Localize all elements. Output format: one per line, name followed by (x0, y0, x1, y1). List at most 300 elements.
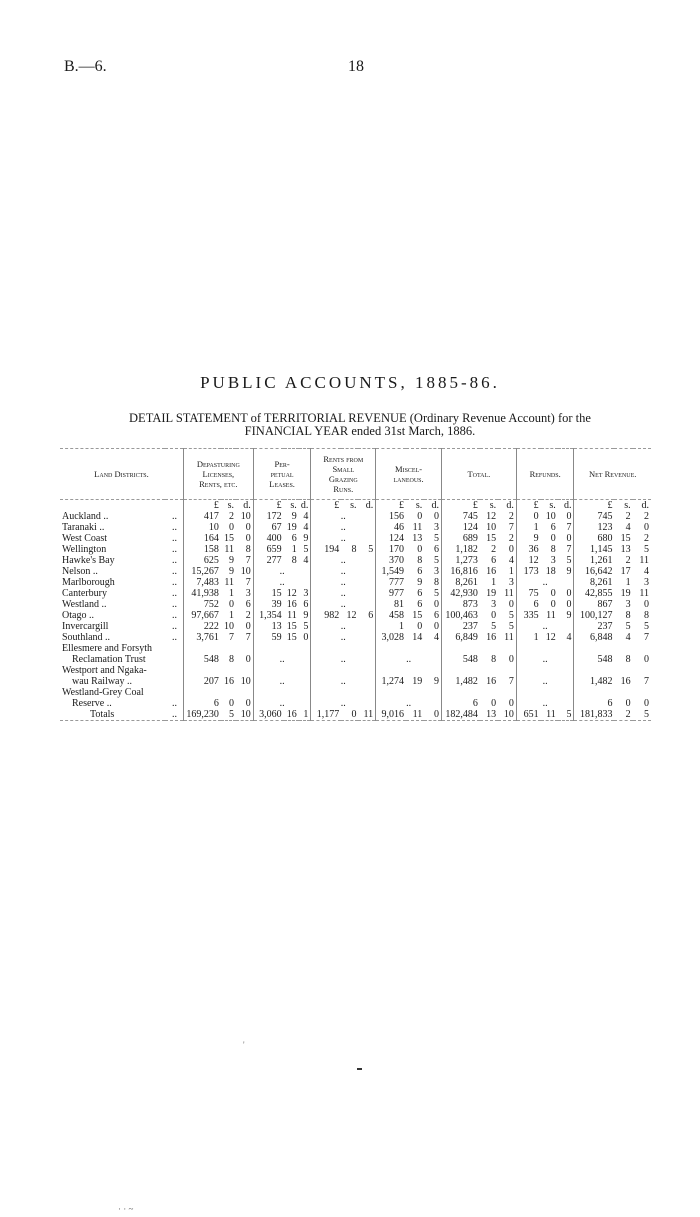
net-pence: 2 (644, 511, 649, 522)
misc-pounds: 1 (376, 621, 406, 632)
misc-pounds: 156 (376, 511, 406, 522)
total-unit-shillings: s. (489, 500, 497, 511)
misc-pounds: 370 (376, 555, 406, 566)
net-shillings: 17 (620, 566, 631, 577)
net-pounds: 745 (574, 511, 614, 522)
totals-per-shillings: 16 (284, 709, 299, 721)
misc-nil: .. (376, 654, 442, 665)
misc-pence: 8 (433, 577, 439, 588)
net-pence: 8 (644, 610, 649, 621)
header-net-revenue: Net Revenue. (574, 449, 651, 500)
net-pounds: 8,261 (574, 577, 614, 588)
total-pence: 4 (508, 555, 514, 566)
ref-nil: .. (516, 577, 574, 588)
total-pounds: 6 (441, 698, 479, 709)
totals-misc-shillings: 11 (406, 709, 424, 721)
per-pounds: 67 (253, 522, 283, 533)
ref-spacer (516, 665, 574, 676)
rents-pounds: 982 (311, 610, 341, 621)
header-total: Total. (441, 449, 516, 500)
district-name: Taranaki .. (62, 522, 105, 533)
dep-pence: 7 (245, 632, 251, 643)
dep-shillings: 10 (224, 621, 235, 632)
per-unit-pounds: £ (253, 500, 283, 512)
total-pounds: 16,816 (441, 566, 479, 577)
total-pence: 2 (508, 511, 514, 522)
net-pounds: 1,145 (574, 544, 614, 555)
header-row (60, 449, 651, 500)
district-name: wau Railway .. (72, 676, 132, 687)
misc-pounds: 170 (376, 544, 406, 555)
totals-total-shillings: 13 (480, 709, 498, 721)
net-shillings: 8 (625, 610, 631, 621)
rents-nil: .. (311, 698, 376, 709)
net-pounds: 123 (574, 522, 614, 533)
page-number: 18 (348, 58, 364, 75)
dep-pence: 0 (245, 621, 251, 632)
ref-nil: .. (516, 676, 574, 687)
misc-nil: .. (376, 698, 442, 709)
total-shillings: 3 (491, 599, 497, 610)
ref-unit-pounds: £ (516, 500, 540, 512)
per-nil: .. (253, 566, 311, 577)
totals-ref-shillings: 11 (541, 709, 558, 721)
dep-shillings: 9 (229, 555, 235, 566)
net-pounds: 680 (574, 533, 614, 544)
per-pounds: 400 (253, 533, 283, 544)
per-nil: .. (253, 676, 311, 687)
ref-pounds: 12 (516, 555, 540, 566)
net-pence: 3 (644, 577, 649, 588)
per-pounds: 277 (253, 555, 283, 566)
dep-shillings: 9 (229, 566, 235, 577)
caption-line-1: DETAIL STATEMENT of TERRITORIAL REVENUE (Ordinary Revenue Account) for the (129, 411, 591, 425)
ref-pence: 4 (566, 632, 572, 643)
net-pounds: 100,127 (574, 610, 614, 621)
net-pounds: 1,261 (574, 555, 614, 566)
ref-pence: 9 (566, 610, 572, 621)
misc-pounds: 458 (376, 610, 406, 621)
per-pence: 4 (303, 511, 309, 522)
ref-shillings: 12 (545, 632, 556, 643)
table-row-label-line (60, 643, 651, 654)
rents-nil: .. (311, 522, 376, 533)
ref-pounds: 335 (516, 610, 540, 621)
total-unit-pence: d. (506, 500, 514, 511)
per-pence: 6 (303, 599, 309, 610)
total-pence: 0 (508, 698, 514, 709)
totals-net-shillings: 2 (614, 709, 632, 721)
rents-pounds: 194 (311, 544, 341, 555)
district-dots: .. (171, 588, 177, 599)
district-dots: .. (171, 555, 177, 566)
ref-shillings: 10 (545, 511, 556, 522)
net-shillings: 0 (625, 698, 631, 709)
district-dots: .. (171, 599, 177, 610)
net-pence: 11 (639, 588, 649, 599)
table-row (60, 566, 651, 577)
per-shillings: 6 (291, 533, 297, 544)
net-pence: 0 (644, 698, 649, 709)
misc-shillings: 19 (412, 676, 423, 687)
dep-pence: 0 (245, 654, 251, 665)
dep-pence: 10 (240, 511, 251, 522)
rents-unit-pence: d. (365, 500, 374, 511)
total-pence: 2 (508, 533, 514, 544)
total-pounds: 548 (441, 654, 479, 665)
per-unit-pence: d. (300, 500, 309, 511)
net-pence: 0 (644, 599, 649, 610)
table-row (60, 544, 651, 555)
net-shillings: 16 (620, 676, 631, 687)
total-pounds: 42,930 (441, 588, 479, 599)
table-row (60, 632, 651, 643)
dep-pence: 10 (240, 566, 251, 577)
units-blank (165, 500, 183, 512)
ref-spacer (516, 643, 574, 654)
net-spacer (574, 687, 651, 698)
caption-line-2: FINANCIAL YEAR ended 31st March, 1886. (244, 424, 476, 438)
per-nil: .. (253, 698, 311, 709)
net-pounds: 6 (574, 698, 614, 709)
ref-pence: 5 (566, 555, 572, 566)
net-pence: 7 (644, 676, 649, 687)
rents-unit-pounds: £ (311, 500, 341, 512)
totals-dep-shillings: 5 (221, 709, 236, 721)
rents-spacer (311, 687, 376, 698)
per-shillings: 9 (291, 511, 297, 522)
ref-spacer (516, 687, 574, 698)
dep-pounds: 97,667 (183, 610, 220, 621)
net-shillings: 1 (625, 577, 631, 588)
dep-pounds: 15,267 (183, 566, 220, 577)
misc-pence: 5 (433, 533, 439, 544)
net-pence: 0 (644, 522, 649, 533)
dep-shillings: 11 (224, 544, 235, 555)
total-pounds: 1,482 (441, 676, 479, 687)
ref-shillings: 0 (550, 533, 556, 544)
total-pence: 0 (508, 599, 514, 610)
district-dots: .. (171, 533, 177, 544)
ref-unit-shillings: s. (549, 500, 556, 511)
rents-nil: .. (311, 676, 376, 687)
total-shillings: 2 (491, 544, 497, 555)
misc-shillings: 6 (417, 599, 423, 610)
totals-total-pounds: 182,484 (441, 709, 479, 721)
dep-shillings: 1 (229, 588, 235, 599)
rents-nil: .. (311, 621, 376, 632)
rents-pence: 5 (368, 544, 374, 555)
net-shillings: 19 (620, 588, 631, 599)
misc-shillings: 6 (417, 588, 423, 599)
per-spacer (253, 665, 311, 676)
table-row (60, 654, 651, 665)
dep-pence: 3 (245, 588, 251, 599)
ref-nil: .. (516, 621, 574, 632)
net-spacer (574, 665, 651, 676)
misc-pence: 6 (433, 544, 439, 555)
total-pounds: 745 (441, 511, 479, 522)
per-shillings: 12 (286, 588, 297, 599)
net-pence: 4 (644, 566, 649, 577)
misc-pence: 0 (433, 511, 439, 522)
totals-dots: .. (165, 709, 183, 721)
misc-spacer (376, 665, 442, 676)
ref-pence: 7 (566, 522, 572, 533)
totals-dep-pounds: 169,230 (183, 709, 220, 721)
dep-shillings: 16 (224, 676, 235, 687)
header-land-districts: Land Districts. (60, 449, 183, 500)
per-shillings: 8 (291, 555, 297, 566)
net-unit-shillings: s. (624, 500, 631, 511)
ref-pence: 0 (566, 511, 572, 522)
ink-dash (357, 1068, 362, 1070)
total-pounds: 8,261 (441, 577, 479, 588)
per-shillings: 19 (286, 522, 297, 533)
stray-mark: · · ~ (118, 1204, 134, 1214)
net-pounds: 237 (574, 621, 614, 632)
district-name: Westland-Grey Coal (62, 687, 144, 698)
district-name: Invercargill (62, 621, 109, 632)
totals-label: Totals (60, 709, 165, 721)
total-pence: 7 (508, 676, 514, 687)
ref-pence: 7 (566, 544, 572, 555)
table-row (60, 610, 651, 621)
total-shillings: 12 (486, 511, 497, 522)
totals-ref-pence: 5 (558, 709, 574, 721)
dep-unit-shillings: s. (227, 500, 235, 511)
totals-rents-shillings: 0 (341, 709, 358, 721)
misc-pounds: 46 (376, 522, 406, 533)
table-row (60, 533, 651, 544)
total-spacer (441, 665, 516, 676)
misc-shillings: 14 (412, 632, 423, 643)
misc-pounds: 777 (376, 577, 406, 588)
per-pounds: 13 (253, 621, 283, 632)
per-spacer (253, 687, 311, 698)
page-title: PUBLIC ACCOUNTS, 1885-86. (200, 373, 500, 392)
misc-pence: 0 (433, 599, 439, 610)
totals-total-pence: 10 (498, 709, 516, 721)
net-pounds: 548 (574, 654, 614, 665)
net-pence: 5 (644, 621, 649, 632)
ref-nil: .. (516, 654, 574, 665)
district-name: Southland .. (62, 632, 111, 643)
misc-unit-shillings: s. (415, 500, 423, 511)
per-shillings: 15 (286, 621, 297, 632)
total-pence: 0 (508, 654, 514, 665)
misc-pence: 5 (433, 555, 439, 566)
totals-rents-pence: 11 (358, 709, 375, 721)
rents-nil: .. (311, 654, 376, 665)
district-dots (165, 654, 183, 665)
dep-pounds: 207 (183, 676, 220, 687)
rents-spacer (311, 665, 376, 676)
net-shillings: 2 (625, 511, 631, 522)
dep-pounds: 10 (183, 522, 220, 533)
total-shillings: 16 (486, 676, 497, 687)
misc-shillings: 9 (417, 577, 423, 588)
misc-pence: 6 (433, 610, 439, 621)
per-pence: 4 (303, 555, 309, 566)
net-shillings: 15 (620, 533, 631, 544)
total-shillings: 0 (491, 698, 497, 709)
misc-shillings: 8 (417, 555, 423, 566)
per-unit-shillings: s. (290, 500, 297, 511)
table-row (60, 676, 651, 687)
totals-per-pence: 1 (299, 709, 311, 721)
total-shillings: 8 (491, 654, 497, 665)
total-spacer (441, 687, 516, 698)
district-name: Westport and Ngaka- (62, 665, 147, 676)
ref-unit-pence: d. (563, 500, 572, 511)
net-unit-pence: d. (641, 500, 649, 511)
ref-shillings: 0 (550, 599, 556, 610)
ref-pounds: 1 (516, 632, 540, 643)
dep-shillings: 2 (229, 511, 235, 522)
table-row-label-line (60, 665, 651, 676)
ref-pence: 9 (566, 566, 572, 577)
rents-nil: .. (311, 632, 376, 643)
dep-unit-pounds: £ (183, 500, 220, 512)
total-shillings: 15 (486, 533, 497, 544)
per-shillings: 15 (286, 632, 297, 643)
total-pounds: 1,182 (441, 544, 479, 555)
misc-pounds: 3,028 (376, 632, 406, 643)
ref-pence: 0 (566, 533, 572, 544)
district-name: Auckland .. (62, 511, 109, 522)
dep-shillings: 0 (229, 599, 235, 610)
misc-shillings: 0 (417, 544, 423, 555)
dep-shillings: 15 (224, 533, 235, 544)
per-pence: 5 (303, 544, 309, 555)
rents-pence: 6 (368, 610, 374, 621)
per-pence: 9 (303, 610, 309, 621)
total-pounds: 6,849 (441, 632, 479, 643)
document-code: B.—6. (64, 58, 107, 75)
rents-nil: .. (311, 566, 376, 577)
total-pence: 5 (508, 610, 514, 621)
per-pounds: 15 (253, 588, 283, 599)
territorial-revenue-table (60, 448, 651, 721)
net-pence: 7 (644, 632, 649, 643)
rents-shillings: 12 (346, 610, 357, 621)
per-pounds: 172 (253, 511, 283, 522)
rents-nil: .. (311, 599, 376, 610)
per-spacer (253, 643, 311, 654)
total-shillings: 1 (491, 577, 497, 588)
header-refunds: Refunds. (516, 449, 574, 500)
total-pounds: 873 (441, 599, 479, 610)
total-pounds: 100,463 (441, 610, 479, 621)
per-shillings: 16 (286, 599, 297, 610)
ref-pounds: 36 (516, 544, 540, 555)
misc-shillings: 0 (417, 511, 423, 522)
dep-pence: 0 (245, 533, 251, 544)
rents-nil: .. (311, 588, 376, 599)
dep-pounds: 158 (183, 544, 220, 555)
total-pence: 1 (508, 566, 514, 577)
misc-unit-pence: d. (431, 500, 439, 511)
total-shillings: 5 (491, 621, 497, 632)
dep-pence: 8 (245, 544, 251, 555)
total-pence: 7 (508, 522, 514, 533)
dep-pounds: 752 (183, 599, 220, 610)
total-pence: 5 (508, 621, 514, 632)
district-name: Otago .. (62, 610, 94, 621)
ref-pounds: 9 (516, 533, 540, 544)
misc-shillings: 11 (412, 522, 423, 533)
district-dots (165, 687, 183, 698)
totals-misc-pence: 0 (424, 709, 441, 721)
table-caption (60, 412, 660, 438)
net-pounds: 867 (574, 599, 614, 610)
misc-pence: 5 (433, 588, 439, 599)
totals-net-pence: 5 (633, 709, 651, 721)
misc-pounds: 1,274 (376, 676, 406, 687)
per-pounds: 39 (253, 599, 283, 610)
net-pounds: 42,855 (574, 588, 614, 599)
district-name: Wellington (62, 544, 107, 555)
dep-spacer (183, 665, 253, 676)
dep-pence: 2 (245, 610, 251, 621)
ref-nil: .. (516, 698, 574, 709)
net-shillings: 2 (625, 555, 631, 566)
dep-pounds: 222 (183, 621, 220, 632)
district-dots: .. (171, 522, 177, 533)
header-miscellaneous: Miscel- laneous. (376, 449, 442, 500)
district-name: West Coast (62, 533, 108, 544)
units-blank (60, 500, 165, 512)
table-row (60, 599, 651, 610)
district-name: Westland .. (62, 599, 107, 610)
district-name: Ellesmere and Forsyth (62, 643, 152, 654)
district-name: Marlborough (62, 577, 115, 588)
dep-shillings: 1 (229, 610, 235, 621)
net-shillings: 13 (620, 544, 631, 555)
per-shillings: 11 (287, 610, 297, 621)
total-pounds: 1,273 (441, 555, 479, 566)
total-pence: 11 (504, 588, 514, 599)
units-row (60, 500, 651, 512)
dep-pence: 0 (245, 522, 251, 533)
dep-pounds: 164 (183, 533, 220, 544)
dep-shillings: 7 (229, 632, 235, 643)
dep-pence: 7 (245, 555, 251, 566)
dep-pence: 10 (240, 676, 251, 687)
misc-pounds: 1,549 (376, 566, 406, 577)
total-pence: 3 (508, 577, 514, 588)
dep-pounds: 41,938 (183, 588, 220, 599)
misc-unit-pounds: £ (376, 500, 406, 512)
per-pence: 4 (303, 522, 309, 533)
dep-spacer (183, 643, 253, 654)
net-pence: 0 (644, 654, 649, 665)
totals-ref-pounds: 651 (516, 709, 540, 721)
net-shillings: 4 (625, 522, 631, 533)
ref-pence: 0 (566, 599, 572, 610)
per-nil: .. (253, 654, 311, 665)
misc-pence: 4 (433, 632, 439, 643)
total-shillings: 0 (491, 610, 497, 621)
net-shillings: 4 (625, 632, 631, 643)
total-shillings: 16 (486, 566, 497, 577)
ref-shillings: 0 (550, 588, 556, 599)
ref-shillings: 8 (550, 544, 556, 555)
misc-pounds: 81 (376, 599, 406, 610)
stray-mark: ' (243, 1040, 245, 1050)
district-dots: .. (171, 577, 177, 588)
